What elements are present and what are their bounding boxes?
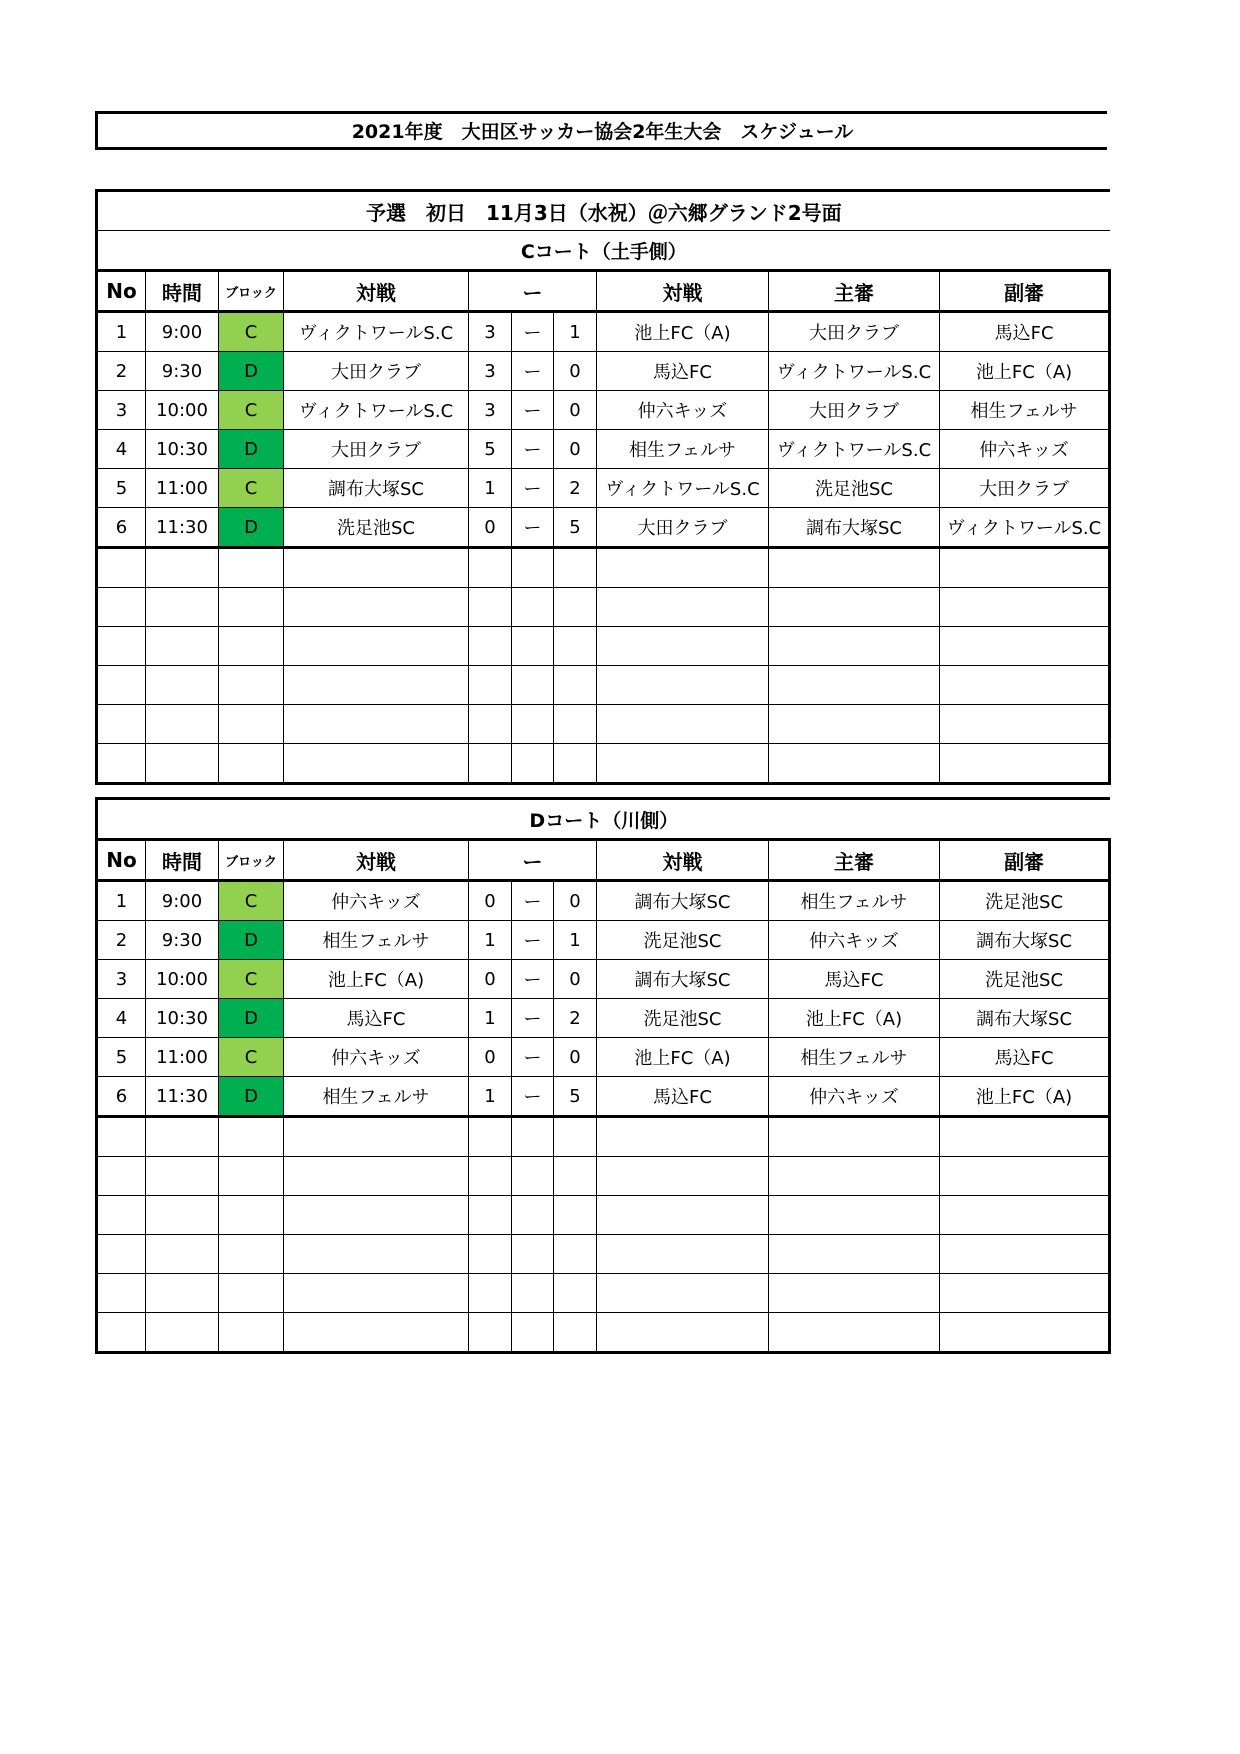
empty-cell [769, 588, 940, 627]
table-row [97, 999, 1110, 1038]
team1-cell: 仲六キッズ [284, 881, 469, 921]
table-row [97, 960, 1110, 999]
empty-cell [146, 705, 219, 744]
empty-cell [284, 1117, 469, 1157]
referee-cell: 大田クラブ [769, 312, 940, 352]
team1-cell: 相生フェルサ [284, 921, 469, 960]
empty-cell [940, 1274, 1110, 1313]
empty-cell [97, 1313, 146, 1353]
match-time: 11:30 [146, 508, 219, 548]
empty-cell [284, 548, 469, 588]
referee-cell: 相生フェルサ [769, 881, 940, 921]
header-match2: 対戦 [597, 271, 769, 312]
empty-cell [219, 1196, 284, 1235]
team1-cell: ヴィクトワールS.C [284, 391, 469, 430]
team2-cell: 池上FC（A) [597, 1038, 769, 1077]
referee-cell: 仲六キッズ [769, 921, 940, 960]
empty-cell [512, 1274, 554, 1313]
team2-cell: 調布大塚SC [597, 881, 769, 921]
empty-cell [97, 705, 146, 744]
empty-cell [97, 1235, 146, 1274]
referee-cell: 大田クラブ [769, 391, 940, 430]
match-no: 6 [97, 508, 146, 548]
block-cell: C [219, 469, 284, 508]
empty-cell [146, 1157, 219, 1196]
team1-cell: 池上FC（A) [284, 960, 469, 999]
match-time: 9:00 [146, 881, 219, 921]
score1-cell: 0 [469, 1038, 512, 1077]
referee-cell: 洗足池SC [769, 469, 940, 508]
empty-cell [284, 1157, 469, 1196]
match-time: 11:00 [146, 1038, 219, 1077]
empty-cell [284, 744, 469, 784]
block-cell: D [219, 430, 284, 469]
header-time: 時間 [146, 840, 219, 881]
team1-cell: 大田クラブ [284, 430, 469, 469]
empty-cell [769, 627, 940, 666]
match-no: 6 [97, 1077, 146, 1117]
empty-cell [940, 588, 1110, 627]
empty-cell [554, 666, 597, 705]
empty-cell [284, 1235, 469, 1274]
score1-cell: 3 [469, 391, 512, 430]
score2-cell: 0 [554, 881, 597, 921]
referee-cell: ヴィクトワールS.C [769, 430, 940, 469]
empty-cell [554, 1313, 597, 1353]
match-no: 2 [97, 352, 146, 391]
document-title: 2021年度 大田区サッカー協会2年生大会 スケジュール [95, 111, 1107, 150]
team1-cell: 調布大塚SC [284, 469, 469, 508]
table-row [97, 312, 1110, 352]
empty-cell [597, 627, 769, 666]
header-row [97, 840, 1110, 881]
block-cell: C [219, 391, 284, 430]
table-row [97, 881, 1110, 921]
empty-row [97, 744, 1110, 784]
team2-cell: 池上FC（A) [597, 312, 769, 352]
header-dash: ー [469, 840, 597, 881]
empty-row [97, 1196, 1110, 1235]
score-dash: ー [512, 352, 554, 391]
match-no: 3 [97, 960, 146, 999]
block-cell: D [219, 999, 284, 1038]
empty-cell [469, 1196, 512, 1235]
score2-cell: 0 [554, 960, 597, 999]
score1-cell: 1 [469, 921, 512, 960]
empty-cell [97, 588, 146, 627]
court-c-schedule-table [95, 189, 1111, 785]
empty-cell [769, 744, 940, 784]
empty-cell [97, 1117, 146, 1157]
empty-cell [769, 666, 940, 705]
empty-cell [940, 1313, 1110, 1353]
empty-cell [554, 1274, 597, 1313]
empty-cell [146, 548, 219, 588]
empty-cell [469, 627, 512, 666]
team2-cell: 調布大塚SC [597, 960, 769, 999]
score2-cell: 2 [554, 999, 597, 1038]
team1-cell: 馬込FC [284, 999, 469, 1038]
empty-cell [769, 1235, 940, 1274]
score-dash: ー [512, 312, 554, 352]
sub-referee-cell: 馬込FC [940, 1038, 1110, 1077]
empty-cell [146, 1313, 219, 1353]
empty-cell [469, 1235, 512, 1274]
table-row [97, 1077, 1110, 1117]
referee-cell: 仲六キッズ [769, 1077, 940, 1117]
empty-cell [146, 1235, 219, 1274]
match-no: 3 [97, 391, 146, 430]
match-time: 9:30 [146, 352, 219, 391]
sub-referee-cell: 調布大塚SC [940, 921, 1110, 960]
empty-cell [597, 744, 769, 784]
score-dash: ー [512, 469, 554, 508]
header-no: No [97, 840, 146, 881]
match-no: 4 [97, 999, 146, 1038]
empty-cell [512, 627, 554, 666]
score2-cell: 5 [554, 508, 597, 548]
empty-cell [769, 1117, 940, 1157]
empty-cell [469, 705, 512, 744]
team1-cell: 洗足池SC [284, 508, 469, 548]
score-dash: ー [512, 921, 554, 960]
empty-cell [469, 1157, 512, 1196]
header-sub-referee: 副審 [940, 840, 1110, 881]
table-row [97, 1038, 1110, 1077]
header-no: No [97, 271, 146, 312]
empty-cell [146, 1196, 219, 1235]
empty-cell [769, 548, 940, 588]
empty-cell [597, 666, 769, 705]
score1-cell: 3 [469, 352, 512, 391]
empty-cell [284, 627, 469, 666]
empty-row [97, 1117, 1110, 1157]
score2-cell: 0 [554, 352, 597, 391]
referee-cell: 調布大塚SC [769, 508, 940, 548]
team2-cell: 洗足池SC [597, 999, 769, 1038]
empty-cell [769, 1196, 940, 1235]
empty-cell [554, 705, 597, 744]
block-cell: C [219, 1038, 284, 1077]
score2-cell: 1 [554, 921, 597, 960]
score1-cell: 1 [469, 469, 512, 508]
empty-cell [597, 1274, 769, 1313]
header-block: ブロック [219, 271, 284, 312]
team2-cell: 相生フェルサ [597, 430, 769, 469]
empty-cell [219, 666, 284, 705]
score1-cell: 0 [469, 508, 512, 548]
empty-cell [146, 666, 219, 705]
sub-referee-cell: ヴィクトワールS.C [940, 508, 1110, 548]
empty-cell [219, 1235, 284, 1274]
sub-referee-cell: 大田クラブ [940, 469, 1110, 508]
block-cell: D [219, 352, 284, 391]
header-match1: 対戦 [284, 271, 469, 312]
empty-cell [219, 705, 284, 744]
score1-cell: 5 [469, 430, 512, 469]
empty-cell [219, 627, 284, 666]
score1-cell: 0 [469, 960, 512, 999]
empty-cell [97, 627, 146, 666]
header-match2: 対戦 [597, 840, 769, 881]
empty-cell [940, 627, 1110, 666]
match-time: 10:00 [146, 960, 219, 999]
team2-cell: ヴィクトワールS.C [597, 469, 769, 508]
empty-cell [512, 666, 554, 705]
match-time: 11:00 [146, 469, 219, 508]
score-dash: ー [512, 881, 554, 921]
match-time: 9:00 [146, 312, 219, 352]
match-time: 10:00 [146, 391, 219, 430]
referee-cell: ヴィクトワールS.C [769, 352, 940, 391]
score1-cell: 1 [469, 999, 512, 1038]
empty-cell [769, 1274, 940, 1313]
round-title: 予選 初日 11月3日（水祝）＠六郷グランド2号面 [97, 191, 1110, 231]
block-cell: D [219, 921, 284, 960]
block-cell: D [219, 508, 284, 548]
empty-cell [940, 1157, 1110, 1196]
empty-cell [146, 627, 219, 666]
empty-cell [512, 1235, 554, 1274]
empty-cell [469, 744, 512, 784]
match-time: 10:30 [146, 999, 219, 1038]
block-cell: C [219, 960, 284, 999]
score-dash: ー [512, 960, 554, 999]
team2-cell: 馬込FC [597, 1077, 769, 1117]
empty-cell [597, 1117, 769, 1157]
team1-cell: 相生フェルサ [284, 1077, 469, 1117]
empty-row [97, 1157, 1110, 1196]
sub-referee-cell: 洗足池SC [940, 881, 1110, 921]
score2-cell: 2 [554, 469, 597, 508]
match-no: 5 [97, 1038, 146, 1077]
team2-cell: 洗足池SC [597, 921, 769, 960]
team2-cell: 仲六キッズ [597, 391, 769, 430]
empty-cell [219, 548, 284, 588]
empty-cell [469, 1313, 512, 1353]
empty-cell [554, 588, 597, 627]
empty-cell [512, 1117, 554, 1157]
team1-cell: 大田クラブ [284, 352, 469, 391]
score2-cell: 5 [554, 1077, 597, 1117]
block-cell: C [219, 312, 284, 352]
empty-cell [554, 1196, 597, 1235]
empty-cell [97, 666, 146, 705]
empty-cell [97, 744, 146, 784]
referee-cell: 相生フェルサ [769, 1038, 940, 1077]
score1-cell: 1 [469, 1077, 512, 1117]
empty-cell [219, 1117, 284, 1157]
table-row [97, 469, 1110, 508]
match-time: 9:30 [146, 921, 219, 960]
empty-cell [597, 705, 769, 744]
empty-row [97, 548, 1110, 588]
score2-cell: 0 [554, 430, 597, 469]
header-referee: 主審 [769, 271, 940, 312]
empty-cell [554, 1235, 597, 1274]
header-row [97, 271, 1110, 312]
match-time: 10:30 [146, 430, 219, 469]
empty-row [97, 705, 1110, 744]
empty-cell [554, 744, 597, 784]
empty-cell [146, 588, 219, 627]
empty-cell [597, 588, 769, 627]
empty-cell [219, 1313, 284, 1353]
match-no: 2 [97, 921, 146, 960]
table-row [97, 508, 1110, 548]
empty-cell [219, 588, 284, 627]
match-no: 1 [97, 312, 146, 352]
empty-cell [940, 1117, 1110, 1157]
empty-cell [512, 1313, 554, 1353]
score-dash: ー [512, 430, 554, 469]
score1-cell: 0 [469, 881, 512, 921]
score2-cell: 0 [554, 391, 597, 430]
sub-referee-cell: 相生フェルサ [940, 391, 1110, 430]
header-match1: 対戦 [284, 840, 469, 881]
team2-cell: 馬込FC [597, 352, 769, 391]
score2-cell: 0 [554, 1038, 597, 1077]
empty-cell [469, 1117, 512, 1157]
block-cell: C [219, 881, 284, 921]
empty-cell [512, 588, 554, 627]
score-dash: ー [512, 1038, 554, 1077]
empty-cell [554, 1157, 597, 1196]
empty-cell [469, 1274, 512, 1313]
sub-referee-cell: 洗足池SC [940, 960, 1110, 999]
empty-row [97, 1274, 1110, 1313]
referee-cell: 馬込FC [769, 960, 940, 999]
empty-row [97, 666, 1110, 705]
empty-cell [469, 548, 512, 588]
match-time: 11:30 [146, 1077, 219, 1117]
empty-cell [940, 666, 1110, 705]
empty-cell [146, 1274, 219, 1313]
empty-cell [597, 548, 769, 588]
empty-cell [940, 1196, 1110, 1235]
empty-row [97, 1235, 1110, 1274]
empty-cell [597, 1235, 769, 1274]
table-row [97, 921, 1110, 960]
score-dash: ー [512, 391, 554, 430]
header-sub-referee: 副審 [940, 271, 1110, 312]
team1-cell: ヴィクトワールS.C [284, 312, 469, 352]
header-time: 時間 [146, 271, 219, 312]
court-d-schedule-table [95, 797, 1111, 1354]
sub-referee-cell: 仲六キッズ [940, 430, 1110, 469]
match-no: 4 [97, 430, 146, 469]
empty-cell [512, 744, 554, 784]
sub-referee-cell: 馬込FC [940, 312, 1110, 352]
match-no: 5 [97, 469, 146, 508]
empty-row [97, 1313, 1110, 1353]
score-dash: ー [512, 999, 554, 1038]
empty-cell [284, 705, 469, 744]
empty-cell [469, 588, 512, 627]
sub-referee-cell: 調布大塚SC [940, 999, 1110, 1038]
empty-cell [769, 705, 940, 744]
empty-row [97, 588, 1110, 627]
empty-cell [97, 1274, 146, 1313]
empty-cell [512, 705, 554, 744]
team2-cell: 大田クラブ [597, 508, 769, 548]
empty-cell [512, 548, 554, 588]
score-dash: ー [512, 508, 554, 548]
header-dash: ー [469, 271, 597, 312]
empty-cell [284, 666, 469, 705]
score-dash: ー [512, 1077, 554, 1117]
empty-cell [97, 1157, 146, 1196]
empty-cell [554, 627, 597, 666]
empty-cell [597, 1313, 769, 1353]
header-block: ブロック [219, 840, 284, 881]
empty-cell [284, 1274, 469, 1313]
empty-cell [146, 744, 219, 784]
empty-cell [597, 1196, 769, 1235]
empty-cell [284, 588, 469, 627]
empty-cell [940, 705, 1110, 744]
empty-cell [940, 1235, 1110, 1274]
empty-cell [146, 1117, 219, 1157]
match-no: 1 [97, 881, 146, 921]
empty-cell [97, 548, 146, 588]
sub-referee-cell: 池上FC（A) [940, 1077, 1110, 1117]
empty-cell [769, 1313, 940, 1353]
empty-cell [219, 1157, 284, 1196]
table-row [97, 430, 1110, 469]
empty-row [97, 627, 1110, 666]
score2-cell: 1 [554, 312, 597, 352]
referee-cell: 池上FC（A) [769, 999, 940, 1038]
header-referee: 主審 [769, 840, 940, 881]
empty-cell [512, 1157, 554, 1196]
empty-cell [284, 1313, 469, 1353]
empty-cell [769, 1157, 940, 1196]
empty-cell [512, 1196, 554, 1235]
score1-cell: 3 [469, 312, 512, 352]
empty-cell [219, 744, 284, 784]
empty-cell [97, 1196, 146, 1235]
block-cell: D [219, 1077, 284, 1117]
empty-cell [284, 1196, 469, 1235]
empty-cell [469, 666, 512, 705]
sub-referee-cell: 池上FC（A) [940, 352, 1110, 391]
empty-cell [219, 1274, 284, 1313]
empty-cell [940, 744, 1110, 784]
team1-cell: 仲六キッズ [284, 1038, 469, 1077]
table-row [97, 391, 1110, 430]
empty-cell [940, 548, 1110, 588]
empty-cell [554, 1117, 597, 1157]
court-name: Dコート（川側） [97, 799, 1110, 840]
empty-cell [597, 1157, 769, 1196]
table-row [97, 352, 1110, 391]
court-name: Cコート（土手側） [97, 231, 1110, 271]
empty-cell [554, 548, 597, 588]
